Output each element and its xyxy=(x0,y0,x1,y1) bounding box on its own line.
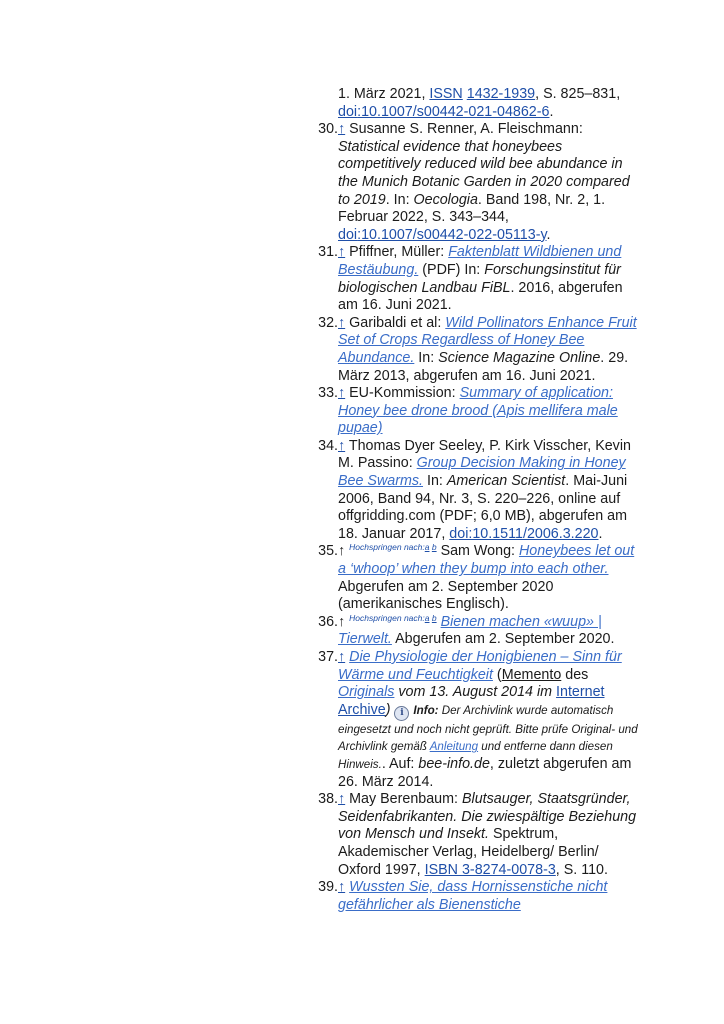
doi-link[interactable]: doi xyxy=(338,103,358,120)
reference-number: 32. xyxy=(318,314,338,331)
jump-link-a[interactable]: a xyxy=(424,612,430,623)
back-arrow-link[interactable]: ↑ xyxy=(338,385,346,402)
reference-item-32 xyxy=(308,315,638,385)
reference-body: ↑ Susanne S. Renner, A. Fleischmann: Statistical evidence that honeybees competitively reduced wild bee abundance in the Munich Botanic Garden in 2020 compared to 2019. In: Oecologia. Band 198, Nr. 2, 1. Februar 2022, S. 343–344, doi:10.1007/s00442-022-05113-y. xyxy=(338,121,630,243)
reference-body: ↑ May Berenbaum: Blutsauger, Staatsgründer, Seidenfabrikanten. Die zwiespältige Beziehung von Mensch und Insekt. Spektrum, Akademischer Verlag, Heidelberg/ Berlin/ Oxford 1997, ISBN 3-8274-0078-3, S. 110. xyxy=(338,791,637,878)
reference-number: 37. xyxy=(318,649,338,665)
reference-number: 30. xyxy=(318,121,338,138)
doi-link[interactable]: doi xyxy=(338,226,358,243)
memento-link[interactable]: Memento xyxy=(501,666,562,683)
back-arrow-link[interactable]: ↑ xyxy=(338,244,346,261)
back-arrow-link[interactable]: ↑ xyxy=(338,437,346,454)
reference-body: ↑ Pfiffner, Müller: Faktenblatt Wildbienen und Bestäubung. (PDF) In: Forschungsinstitut für biologischen Landbau FiBL. 2016, abgerufen am 16. Juni 2021. xyxy=(338,244,623,314)
reference-item-37 xyxy=(308,649,638,791)
reference-item-35 xyxy=(308,543,638,613)
back-arrow: ↑ xyxy=(338,613,346,630)
reference-item-39 xyxy=(308,879,638,914)
jump-link-b[interactable]: b xyxy=(431,612,437,623)
back-arrow-link[interactable]: ↑ xyxy=(338,879,346,896)
doi-value-link[interactable]: :10.1007/s00442-022-05113-y xyxy=(357,226,547,243)
reference-body xyxy=(338,879,638,914)
jump-link-a[interactable]: a xyxy=(424,542,430,553)
external-link[interactable]: Wussten Sie, dass Hornissenstiche nicht gefährlicher als Bienenstiche xyxy=(338,879,608,913)
info-label: Info: xyxy=(413,703,439,717)
jump-link-b[interactable]: b xyxy=(431,542,437,553)
external-link[interactable]: Bienen machen «wuup» | Tierwelt. xyxy=(338,613,602,648)
reference-item-38 xyxy=(308,791,638,879)
issn-number-link[interactable]: 1432-1939 xyxy=(466,86,536,102)
internet-archive-link[interactable]: Internet Archive xyxy=(338,684,605,718)
external-link[interactable]: Die Physiologie der Honigbienen – Sinn für Wärme und Feuchtigkeit xyxy=(338,649,622,683)
reference-item-33 xyxy=(308,385,638,438)
reference-item-31 xyxy=(308,244,638,314)
external-link[interactable]: Faktenblatt Wildbienen und Bestäubung. xyxy=(338,244,622,278)
external-link[interactable]: Group Decision Making in Honey Bee Swarms. xyxy=(338,455,626,490)
back-arrow: ↑ xyxy=(338,543,346,560)
reference-list xyxy=(308,86,638,914)
reference-number: 38. xyxy=(318,791,338,808)
reference-number: 36. xyxy=(318,613,338,630)
reference-title: Blutsauger, Staatsgründer, Seidenfabrikanten. Die zwiespältige Beziehung von Mensch und Insekt. xyxy=(338,791,637,843)
reference-item-36 xyxy=(308,614,638,649)
originals-link[interactable]: Originals xyxy=(338,684,395,701)
reference-number: 31. xyxy=(318,244,338,261)
back-arrow-link[interactable]: ↑ xyxy=(338,121,346,138)
reference-body: ↑ Garibaldi et al: Wild Pollinators Enhance Fruit Set of Crops Regardless of Honey Bee Abundance. In: Science Magazine Online. 29. März 2013, abgerufen am 16. Juni 2021. xyxy=(338,314,637,384)
back-arrow-link[interactable]: ↑ xyxy=(338,791,346,808)
reference-title: Statistical evidence that honeybees competitively reduced wild bee abundance in the Munich Botanic Garden in 2020 compared to 2019 xyxy=(338,138,630,208)
reference-body: ↑ Thomas Dyer Seeley, P. Kirk Visscher, Kevin M. Passino: Group Decision Making in Honey Bee Swarms. In: American Scientist. Mai-Juni 2006, Band 94, Nr. 3, S. 220–226, online auf offgridding.com (PDF; 6,0 MB), abgerufen am 18. Januar 2017, doi:10.1511/2006.3.220. xyxy=(338,437,631,542)
reference-item-34 xyxy=(308,438,638,544)
back-arrow-link[interactable]: ↑ xyxy=(338,314,346,331)
back-arrow-link[interactable]: ↑ xyxy=(338,649,346,665)
reference-number: 33. xyxy=(318,385,338,402)
reference-number: 35. xyxy=(318,543,338,560)
reference-body: ↑ $^{Hochspringen nach:a b}$ Sam Wong: Honeybees let out a ‘whoop’ when they bump into each other. Abgerufen am 2. September 2020 (amerikanisches Englisch). xyxy=(338,542,635,613)
reference-body: ↑ $^{Hochspringen nach:a b}$ Bienen machen «wuup» | Tierwelt. Abgerufen am 2. September 2020. xyxy=(338,612,615,648)
doi-value-link[interactable]: :10.1007/s00442-021-04862-6 xyxy=(357,103,550,120)
anleitung-link[interactable]: Anleitung xyxy=(429,740,479,754)
info-icon: i xyxy=(394,706,409,721)
reference-body: 1. März 2021, ISSN 1432-1939, S. 825–831, doi:10.1007/s00442-021-04862-6. xyxy=(338,86,621,120)
reference-number: 39. xyxy=(318,879,338,896)
external-link[interactable]: Summary of application: Honey bee drone brood (Apis mellifera male pupae) xyxy=(338,385,618,437)
jump-back-links: Hochspringen nach:a b xyxy=(349,612,437,623)
isbn-link[interactable]: ISBN 3-8274-0078-3 xyxy=(424,861,556,878)
external-link[interactable]: Wild Pollinators Enhance Fruit Set of Crops Regardless of Honey Bee Abundance. xyxy=(338,314,637,366)
external-link[interactable]: Honeybees let out a ‘whoop’ when they bump into each other. xyxy=(338,543,635,578)
jump-back-links: Hochspringen nach:a b xyxy=(349,542,437,553)
reference-item-29-continued xyxy=(308,86,638,121)
issn-link[interactable]: ISSN xyxy=(429,86,463,102)
reference-number: 34. xyxy=(318,437,338,454)
doi-link[interactable]: doi:10.1511/2006.3.220 xyxy=(449,525,599,542)
reference-body: ↑ EU-Kommission: Summary of application: Honey bee drone brood (Apis mellifera male pupae) xyxy=(338,385,618,437)
reference-body: ↑ Die Physiologie der Honigbienen – Sinn für Wärme und Feuchtigkeit (Memento des Originals vom 13. August 2014 im Internet Archive) i Info: Der Archivlink wurde automatisch eingesetzt und noch nicht geprüft. Bitte prüfe Original- und Archivlink gemäß Anleitung und entferne dann diesen Hinweis.. Auf: bee-info.de, zuletzt abgerufen am 26. März 2014. xyxy=(338,649,638,790)
reference-item-30 xyxy=(308,121,638,244)
